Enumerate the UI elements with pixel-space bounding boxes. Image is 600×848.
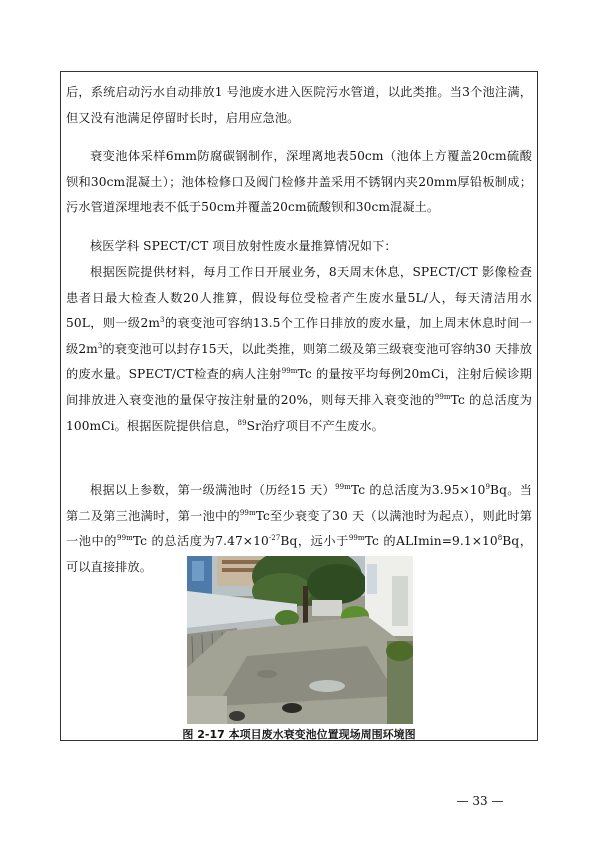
paragraph-3-text: 核医学科 SPECT/CT 项目放射性废水量推算情况如下： (90, 239, 397, 253)
p5-sup-7: 8 (497, 534, 503, 543)
figure-caption: 图 2-17 本项目废水衰变池位置现场周围环境图 (182, 728, 416, 741)
p5-sup-6: 99m (348, 534, 365, 543)
p4-text-1: 根据医院提供材料，每月工作日开展业务，8天周末休息，SPECT/CT 影像检查患者日最大检查人数20人推算，假设每位受检者产生废水量5L/人，每天清洁用水50L，则一级2m (66, 265, 532, 331)
p5-text-2: Tc 的总活度为3.95×10 (350, 483, 486, 497)
paragraph-3 (66, 234, 532, 260)
p5-sup-2: 9 (485, 482, 491, 491)
site-photo (187, 556, 413, 724)
paragraph-4-text (66, 260, 532, 439)
paragraph-1-text: 后，系统启动污水自动排放1 号池废水进入医院污水管道，以此类推。当3个池注满，但又没有池满足停留时长时，启用应急池。 (66, 85, 532, 125)
p5-sup-5: -27 (268, 534, 281, 543)
paragraph-4 (66, 260, 532, 439)
site-photo-drawing (187, 556, 413, 724)
p4-text-6: Sr治疗项目不产生废水。 (246, 418, 384, 433)
p4-sup-2: 3 (97, 341, 103, 350)
p4-text-2: 的衰变池可容纳13.5个工作日排放的废水量，加上周末休息时间一级2m (66, 316, 532, 356)
p5-text-8: Bq，可以直接排放。 (66, 534, 532, 574)
page-number: — 33 — (456, 794, 504, 808)
p5-sup-1: 99m (335, 482, 351, 491)
p5-text-5: Tc 的总活度为7.47×10 (132, 534, 269, 549)
p5-text-3: Bq。当第二及第三池满时，第一池中的 (66, 483, 532, 523)
p5-sup-3: 99m (239, 508, 256, 517)
p4-text-4: Tc 的量按平均每例20mCi，注射后候诊期间排放进入衰变池的量保守按注射量的20%，则每天排入衰变池的 (66, 367, 532, 407)
p5-text-1: 根据以上参数，第一级满池时（历经15 天） (90, 483, 336, 497)
p5-text-4: Tc至少衰变了30 天（以满池时为起点），则此时第一池中的 (66, 508, 532, 549)
paragraph-1 (66, 80, 532, 131)
p5-text-7: Tc 的ALImin=9.1×10 (364, 534, 498, 549)
p5-text-6: Bq，远小于 (280, 534, 349, 549)
p4-text-5: Tc 的总活度为100mCi。根据医院提供信息， (66, 392, 532, 433)
paragraph-2 (66, 144, 532, 221)
paragraph-2-text: 衰变池体采样6mm防腐碳钢制作，深埋离地表50cm（池体上方覆盖20cm硫酸钡和30cm混凝土）；池体检修口及阀门检修井盖采用不锈钢内夹20mm厚铅板制成；污水管道深埋地表不低于50cm并覆盖20cm硫酸钡和30cm混凝土。 (66, 149, 532, 215)
p4-sup-4: 99m (434, 392, 451, 401)
p4-sup-3: 99m (281, 367, 298, 376)
p4-sup-1: 3 (160, 316, 165, 325)
p5-sup-4: 99m (117, 534, 133, 543)
p4-text-3: 的衰变池可以封存15天，以此类推，则第二级及第三级衰变池可容纳30 天排放的废水量。SPECT/CT检查的病人注射 (66, 341, 532, 382)
p4-sup-5: 89 (237, 418, 247, 427)
